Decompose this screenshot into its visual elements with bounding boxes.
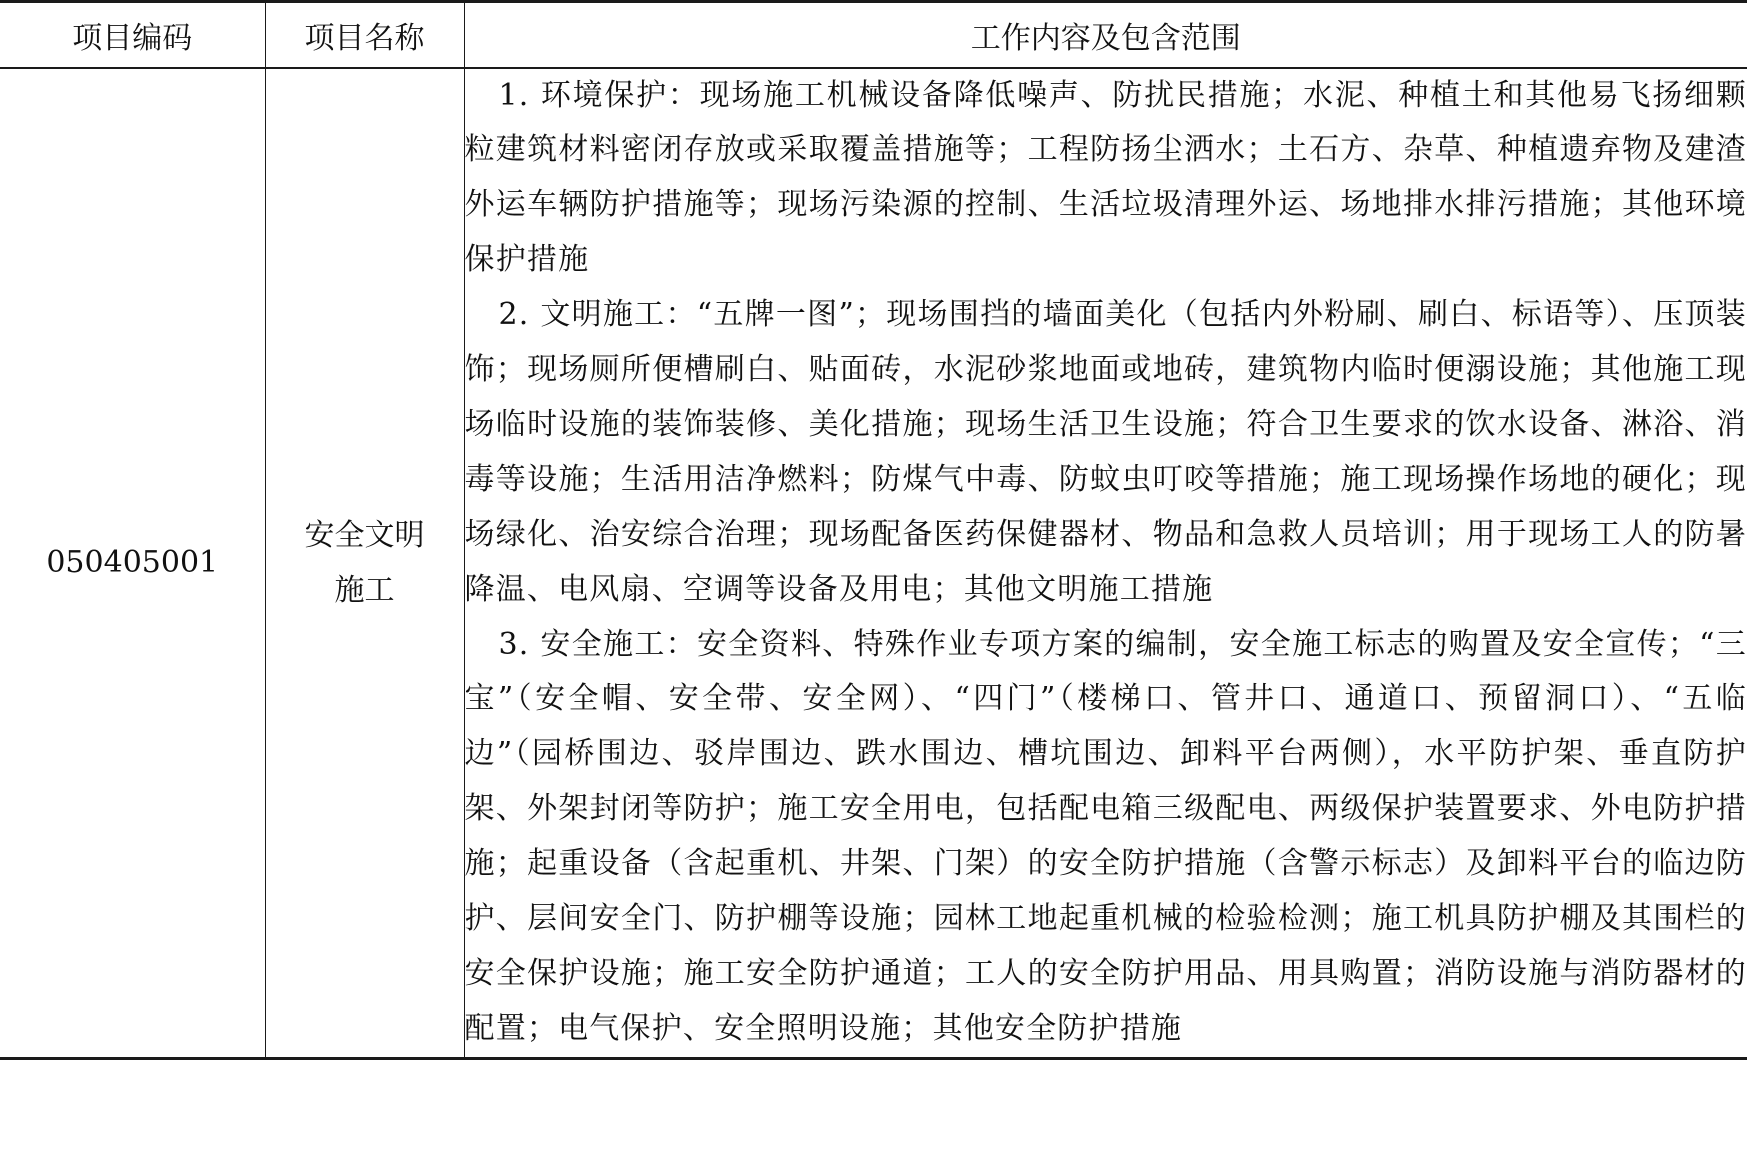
work-content-cell: [464, 68, 1747, 1059]
content-item-environment: 1. 环境保护：现场施工机械设备降低噪声、防扰民措施；水泥、种植土和其他易飞扬细颗粒建筑材料密闭存放或采取覆盖措施等；工程防扬尘洒水；土石方、杂草、种植遗弃物及建渣外运车辆防护措施等；现场污染源的控制、生活垃圾清理外运、场地排水排污措施；其他环境保护措施: [464, 77, 1747, 278]
project-name-cell: [265, 68, 464, 1059]
content-item-safe-construction: 3. 安全施工：安全资料、特殊作业专项方案的编制，安全施工标志的购置及安全宣传；“三宝”（安全帽、安全带、安全网）、“四门”（楼梯口、管井口、通道口、预留洞口）、“五临边”（园桥围边、驳岸围边、跌水围边、槽坑围边、卸料平台两侧），水平防护架、垂直防护架、外架封闭等防护；施工安全用电，包括配电箱三级配电、两级保护装置要求、外电防护措施；起重设备（含起重机、井架、门架）的安全防护措施（含警示标志）及卸料平台的临边防护、层间安全门、防护棚等设施；园林工地起重机械的检验检测；施工机具防护棚及其围栏的安全保护设施；施工安全防护通道；工人的安全防护用品、用具购置；消防设施与消防器材的配置；电气保护、安全照明设施；其他安全防护措施: [464, 626, 1747, 1046]
table-header-row: [0, 2, 1747, 68]
project-name-line-2: 施工: [334, 572, 395, 608]
header-content: 工作内容及包含范围: [464, 2, 1747, 68]
project-code-cell: 050405001: [0, 68, 265, 1059]
project-name-line-1: 安全文明: [304, 517, 425, 553]
content-item-civilized-construction: 2. 文明施工：“五牌一图”；现场围挡的墙面美化（包括内外粉刷、刷白、标语等）、压顶装饰；现场厕所便槽刷白、贴面砖，水泥砂浆地面或地砖，建筑物内临时便溺设施；其他施工现场临时设施的装饰装修、美化措施；现场生活卫生设施；符合卫生要求的饮水设备、淋浴、消毒等设施；生活用洁净燃料；防煤气中毒、防蚊虫叮咬等措施；施工现场操作场地的硬化；现场绿化、治安综合治理；现场配备医药保健器材、物品和急救人员培训；用于现场工人的防暑降温、电风扇、空调等设备及用电；其他文明施工措施: [464, 297, 1747, 607]
header-code: 项目编码: [0, 2, 265, 68]
table-row: [0, 68, 1747, 1059]
header-name: 项目名称: [265, 2, 464, 68]
